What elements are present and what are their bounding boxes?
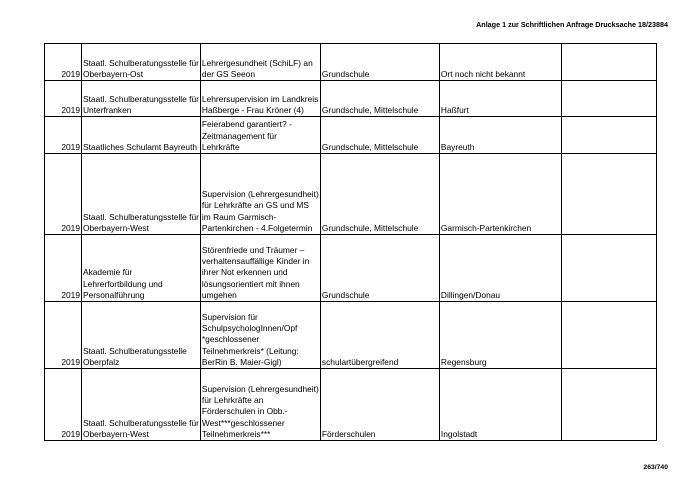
school-type-cell: Grundschule	[320, 235, 439, 302]
year-cell: 2019	[45, 154, 82, 235]
document-header: Anlage 1 zur Schriftlichen Anfrage Drucksache 18/23884	[476, 20, 668, 29]
location-cell: Dillingen/Donau	[439, 235, 561, 302]
school-type-cell: Förderschulen	[320, 369, 439, 441]
location-cell: Ingolstadt	[439, 369, 561, 441]
table-row	[45, 44, 657, 81]
table-row	[45, 117, 657, 154]
empty-cell	[561, 81, 656, 117]
provider-cell: Staatl. Schulberatungsstelle für Unterfranken	[82, 81, 201, 117]
empty-cell	[561, 235, 656, 302]
school-type-cell: Grundschule, Mittelschule	[320, 81, 439, 117]
course-title-cell: Supervision für SchulpsychologInnen/Opf *geschlossener Teilnehmerkreis* (Leitung: BerRin B. Maier-Gigl)	[200, 302, 320, 369]
table-row	[45, 369, 657, 441]
empty-cell	[561, 44, 656, 81]
table-row	[45, 81, 657, 117]
provider-cell: Staatl. Schulberatungsstelle für Oberbayern-West	[82, 154, 201, 235]
school-type-cell: Grundschule, Mittelschule	[320, 154, 439, 235]
year-cell: 2019	[45, 44, 82, 81]
empty-cell	[561, 302, 656, 369]
location-cell: Regensburg	[439, 302, 561, 369]
year-cell: 2019	[45, 117, 82, 154]
provider-cell: Akademie für Lehrerfortbildung und Personalführung	[82, 235, 201, 302]
location-cell: Haßfurt	[439, 81, 561, 117]
provider-cell: Staatl. Schulberatungsstelle für Oberbayern-West	[82, 369, 201, 441]
empty-cell	[561, 117, 656, 154]
location-cell: Bayreuth	[439, 117, 561, 154]
school-type-cell: schulartübergreifend	[320, 302, 439, 369]
location-cell: Garmisch-Partenkirchen	[439, 154, 561, 235]
location-cell: Ort noch nicht bekannt	[439, 44, 561, 81]
page-number: 263/740	[643, 464, 668, 471]
empty-cell	[561, 369, 656, 441]
year-cell: 2019	[45, 369, 82, 441]
provider-cell: Staatliches Schulamt Bayreuth	[82, 117, 201, 154]
school-type-cell: Grundschule, Mittelschule	[320, 117, 439, 154]
school-type-cell: Grundschule	[320, 44, 439, 81]
course-title-cell: Supervision (Lehrergesundheit) für Lehrkräfte an Förderschulen in Obb.- West***geschlossener Teilnehmerkreis***	[200, 369, 320, 441]
table-row	[45, 154, 657, 235]
provider-cell: Staatl. Schulberatungsstelle für Oberbayern-Ost	[82, 44, 201, 81]
year-cell: 2019	[45, 302, 82, 369]
course-title-cell: Lehrersupervision im Landkreis Haßberge - Frau Kröner (4)	[200, 81, 320, 117]
table-row	[45, 235, 657, 302]
year-cell: 2019	[45, 81, 82, 117]
course-title-cell: Lehrergesundheit (SchiLF) an der GS Seeon	[200, 44, 320, 81]
course-table	[44, 43, 657, 441]
course-title-cell: Feierabend garantiert? - Zeitmanagement für Lehrkräfte	[200, 117, 320, 154]
empty-cell	[561, 154, 656, 235]
provider-cell: Staatl. Schulberatungsstelle Oberpfalz	[82, 302, 201, 369]
year-cell: 2019	[45, 235, 82, 302]
course-title-cell: Supervision (Lehrergesundheit) für Lehrkräfte an GS und MS im Raum Garmisch- Partenkirchen - 4.Folgetermin	[200, 154, 320, 235]
course-title-cell: Störenfriede und Träumer – verhaltensauffällige Kinder in ihrer Not erkennen und lösungsorientiert mit ihnen umgehen	[200, 235, 320, 302]
table-row	[45, 302, 657, 369]
